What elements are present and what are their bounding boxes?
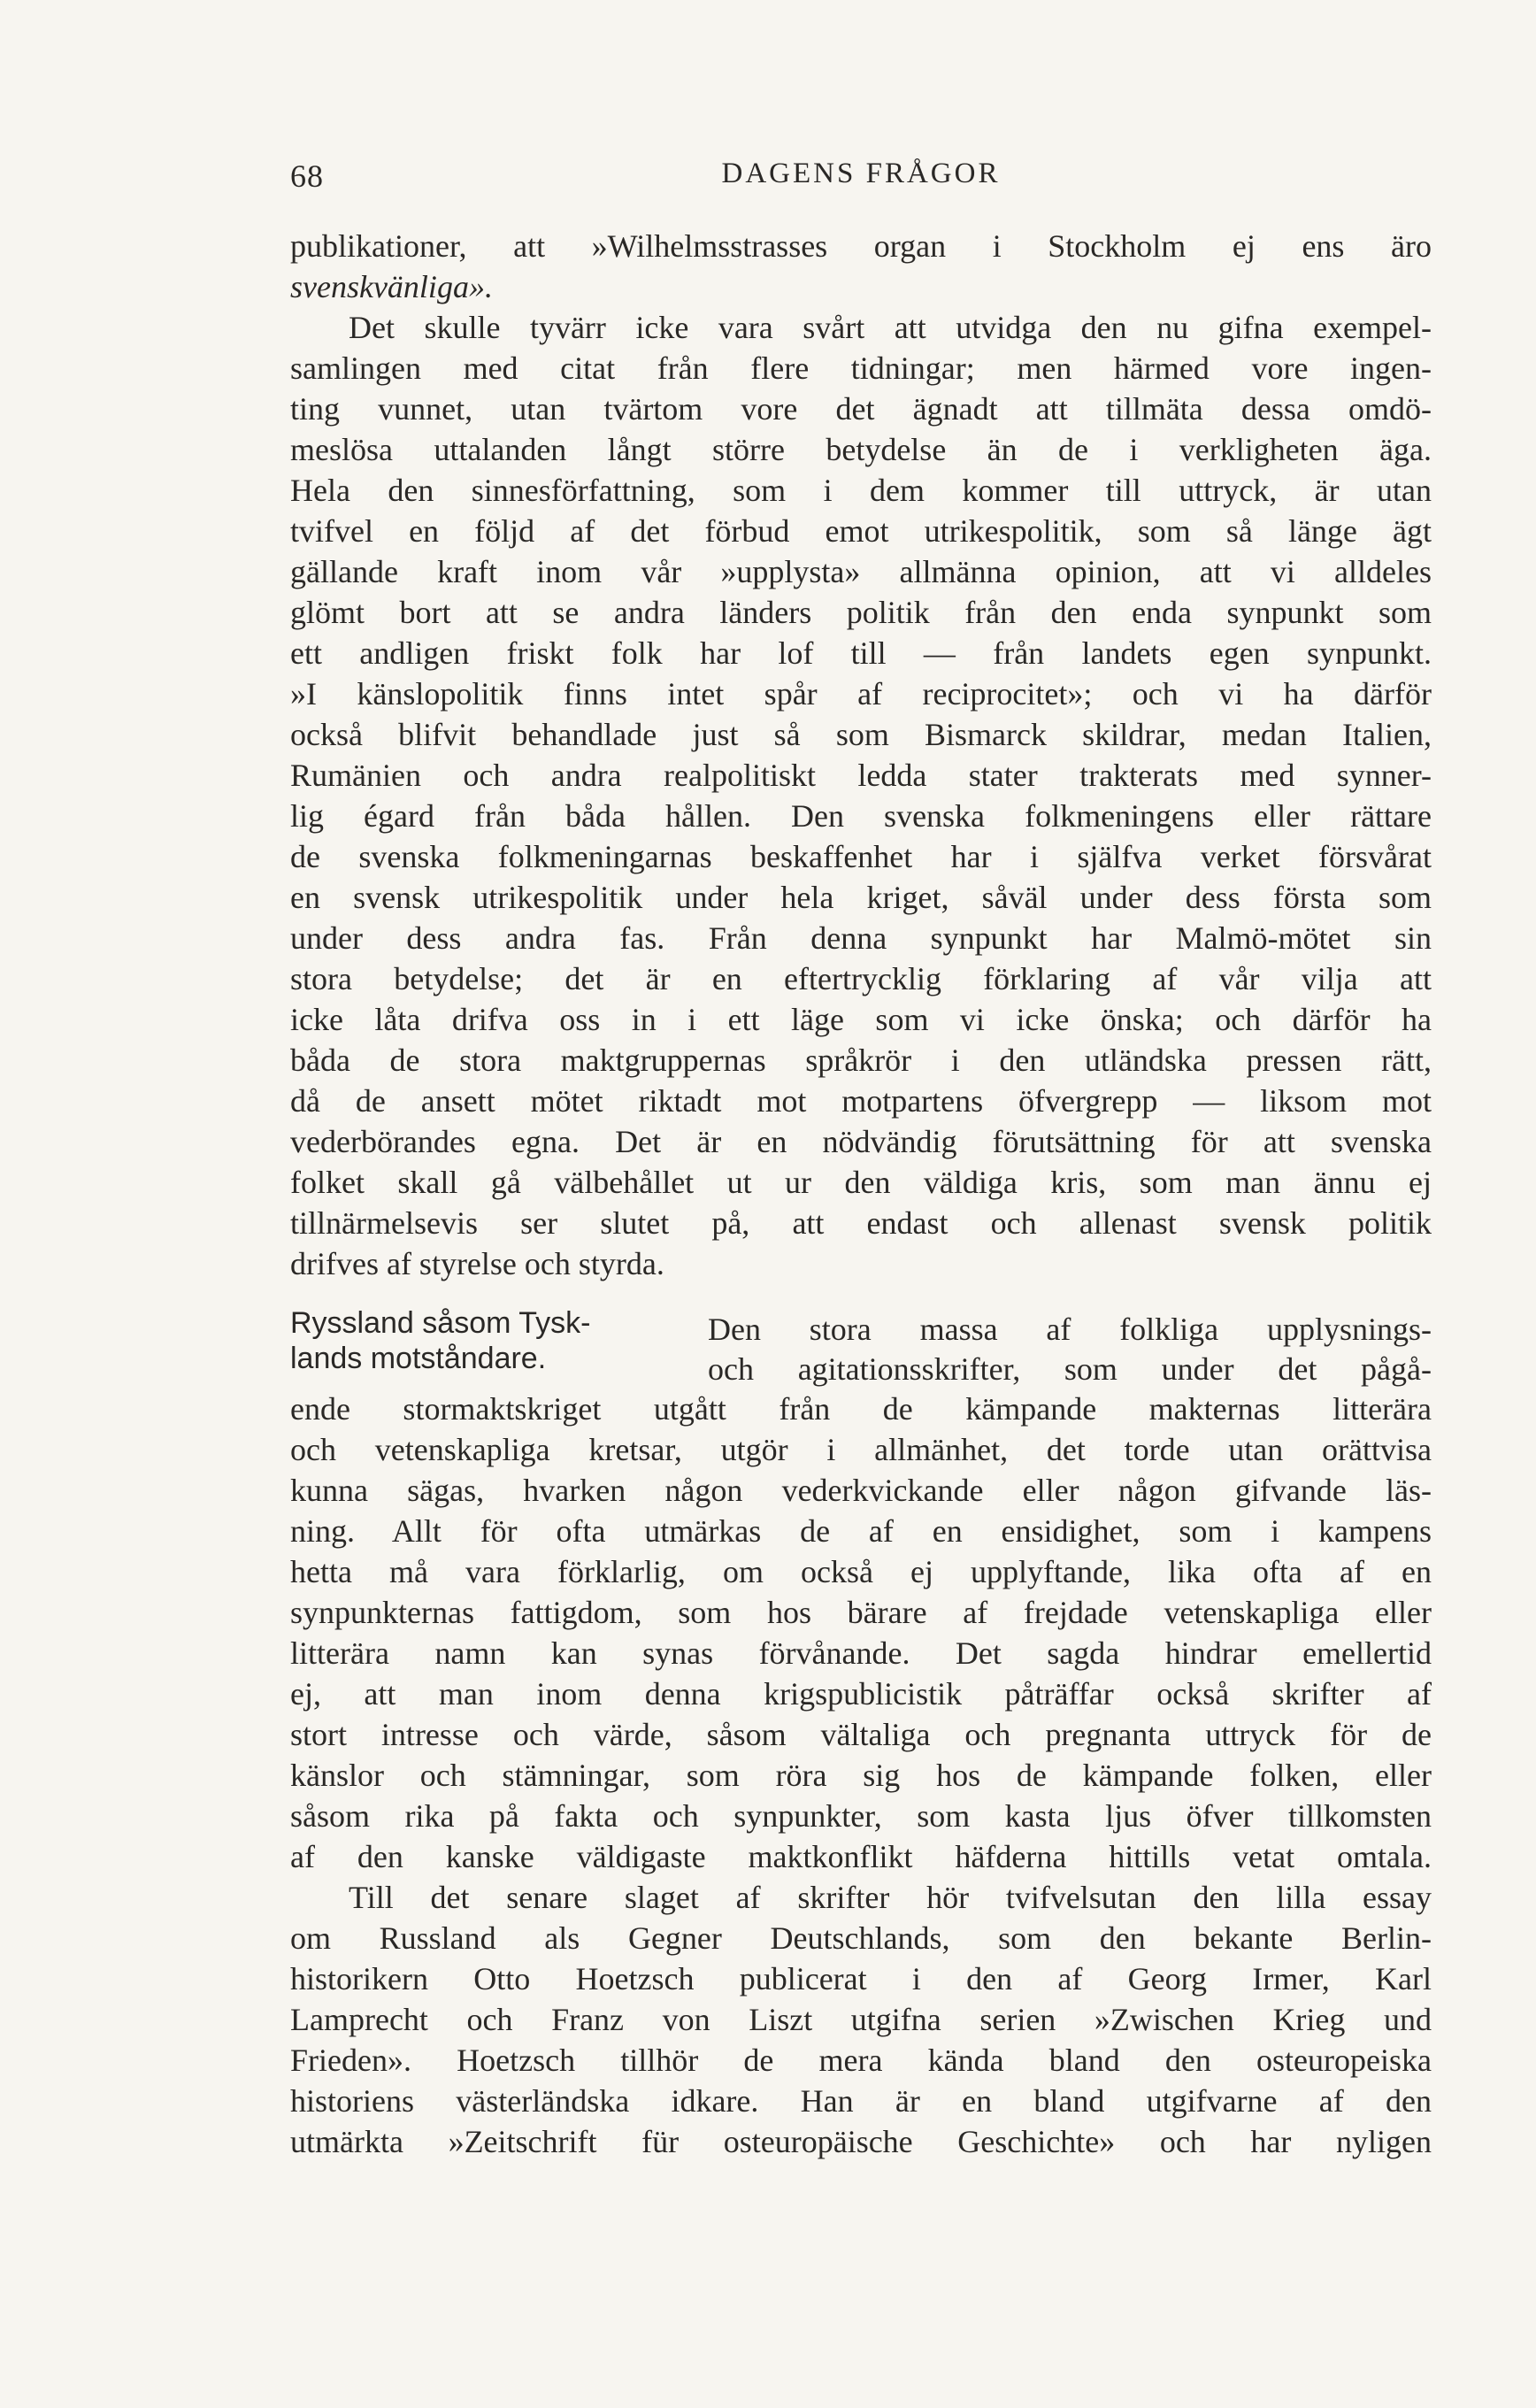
text-line: såsom rika på fakta och synpunkter, som kasta ljus öfver tillkomsten [290, 1798, 1432, 1834]
text-line: de svenska folkmeningarnas beskaffenhet har i själfva verket försvårat [290, 839, 1432, 874]
text-line: af den kanske väldigaste maktkonflikt häfderna hittills vetat omtala. [290, 1839, 1432, 1874]
marginal-heading-line: Ryssland såsom Tysk- [290, 1306, 591, 1340]
text-line: ende stormaktskriget utgått från de kämpande makternas litterära [290, 1391, 1432, 1427]
text-line: »I känslopolitik finns intet spår af reciprocitet»; och vi ha därför [290, 676, 1432, 712]
text-line: Frieden». Hoetzsch tillhör de mera kända bland den osteuropeiska [290, 2043, 1432, 2078]
text-line: båda de stora maktgruppernas språkrör i den utländska pressen rätt, [290, 1042, 1432, 1078]
text-line: samlingen med citat från flere tidningar; men härmed vore ingen- [290, 350, 1432, 386]
text-line: meslösa uttalanden långt större betydelse än de i verkligheten äga. [290, 432, 1432, 467]
text-line: kunna sägas, hvarken någon vederkvickande eller någon gifvande läs- [290, 1473, 1432, 1508]
text-line: också blifvit behandlade just så som Bismarck skildrar, medan Italien, [290, 717, 1432, 752]
text-line: litterära namn kan synas förvånande. Det sagda hindrar emellertid [290, 1635, 1432, 1671]
text-line: tillnärmelsevis ser slutet på, att endast och allenast svensk politik [290, 1205, 1432, 1241]
text-line: tvifvel en följd af det förbud emot utrikespolitik, som så länge ägt [290, 513, 1432, 549]
page-header [290, 158, 1432, 202]
text-line: Hela den sinnesförfattning, som i dem kommer till uttryck, är utan [290, 473, 1432, 508]
text-line: historikern Otto Hoetzsch publicerat i den af Georg Irmer, Karl [290, 1961, 1432, 1996]
text-line: utmärkta »Zeitschrift für osteuropäische Geschichte» och har nyligen [290, 2124, 1432, 2159]
text-line: synpunkternas fattigdom, som hos bärare af frejdade vetenskapliga eller [290, 1595, 1432, 1630]
text-line: glömt bort att se andra länders politik från den enda synpunkt som [290, 595, 1432, 630]
text-line: ning. Allt för ofta utmärkas de af en ensidighet, som i kampens [290, 1513, 1432, 1549]
running-title: DAGENS FRÅGOR [721, 158, 1001, 189]
text-line: under dess andra fas. Från denna synpunkt har Malmö-mötet sin [290, 920, 1432, 956]
text-line: publikationer, att »Wilhelmsstrasses organ i Stockholm ej ens äro [290, 228, 1432, 264]
marginal-heading-line: lands motståndare. [290, 1342, 547, 1375]
text-line: ett andligen friskt folk har lof till — från landets egen synpunkt. [290, 635, 1432, 671]
text-line: vederbörandes egna. Det är en nödvändig förutsättning för att svenska [290, 1124, 1432, 1159]
text-line: hetta må vara förklarlig, om också ej upplyftande, lika ofta af en [290, 1554, 1432, 1589]
text-line: lig égard från båda hållen. Den svenska folkmeningens eller rättare [290, 798, 1432, 834]
text-line: Rumänien och andra realpolitiskt ledda stater trakterats med synner- [290, 758, 1432, 793]
page-number: 68 [290, 158, 324, 194]
text-line: ting vunnet, utan tvärtom vore det ägnadt att tillmäta dessa omdö- [290, 391, 1432, 427]
text-line: Till det senare slaget af skrifter hör tvifvelsutan den lilla essay [349, 1880, 1432, 1915]
text-line: folket skall gå välbehållet ut ur den väldiga kris, som man ännu ej [290, 1165, 1432, 1200]
text-line: icke låta drifva oss in i ett läge som vi icke önska; och därför ha [290, 1002, 1432, 1037]
text-line: stora betydelse; det är en eftertrycklig förklaring af vår vilja att [290, 961, 1432, 996]
text-line: en svensk utrikespolitik under hela kriget, såväl under dess första som [290, 880, 1432, 915]
text-line: och agitationsskrifter, som under det pågå- [708, 1351, 1432, 1387]
text-line: historiens västerländska idkare. Han är en bland utgifvarne af den [290, 2083, 1432, 2119]
text-line: drifves af styrelse och styrda. [290, 1246, 664, 1281]
text-line: gällande kraft inom vår »upplysta» allmänna opinion, att vi alldeles [290, 554, 1432, 589]
text-line: stort intresse och värde, såsom vältaliga och pregnanta uttryck för de [290, 1717, 1432, 1752]
text-line: ej, att man inom denna krigspublicistik påträffar också skrifter af [290, 1676, 1432, 1712]
text-line: Den stora massa af folkliga upplysnings- [708, 1312, 1432, 1347]
text-line: Lamprecht och Franz von Liszt utgifna serien »Zwischen Krieg und [290, 2002, 1432, 2037]
text-line: då de ansett mötet riktadt mot motpartens öfvergrepp — liksom mot [290, 1083, 1432, 1119]
text-line: svenskvänliga». [290, 269, 493, 304]
text-line: känslor och stämningar, som röra sig hos de kämpande folken, eller [290, 1758, 1432, 1793]
text-line: om Russland als Gegner Deutschlands, som den bekante Berlin- [290, 1920, 1432, 1956]
text-line: Det skulle tyvärr icke vara svårt att utvidga den nu gifna exempel- [349, 310, 1432, 345]
text-line: och vetenskapliga kretsar, utgör i allmänhet, det torde utan orättvisa [290, 1432, 1432, 1467]
